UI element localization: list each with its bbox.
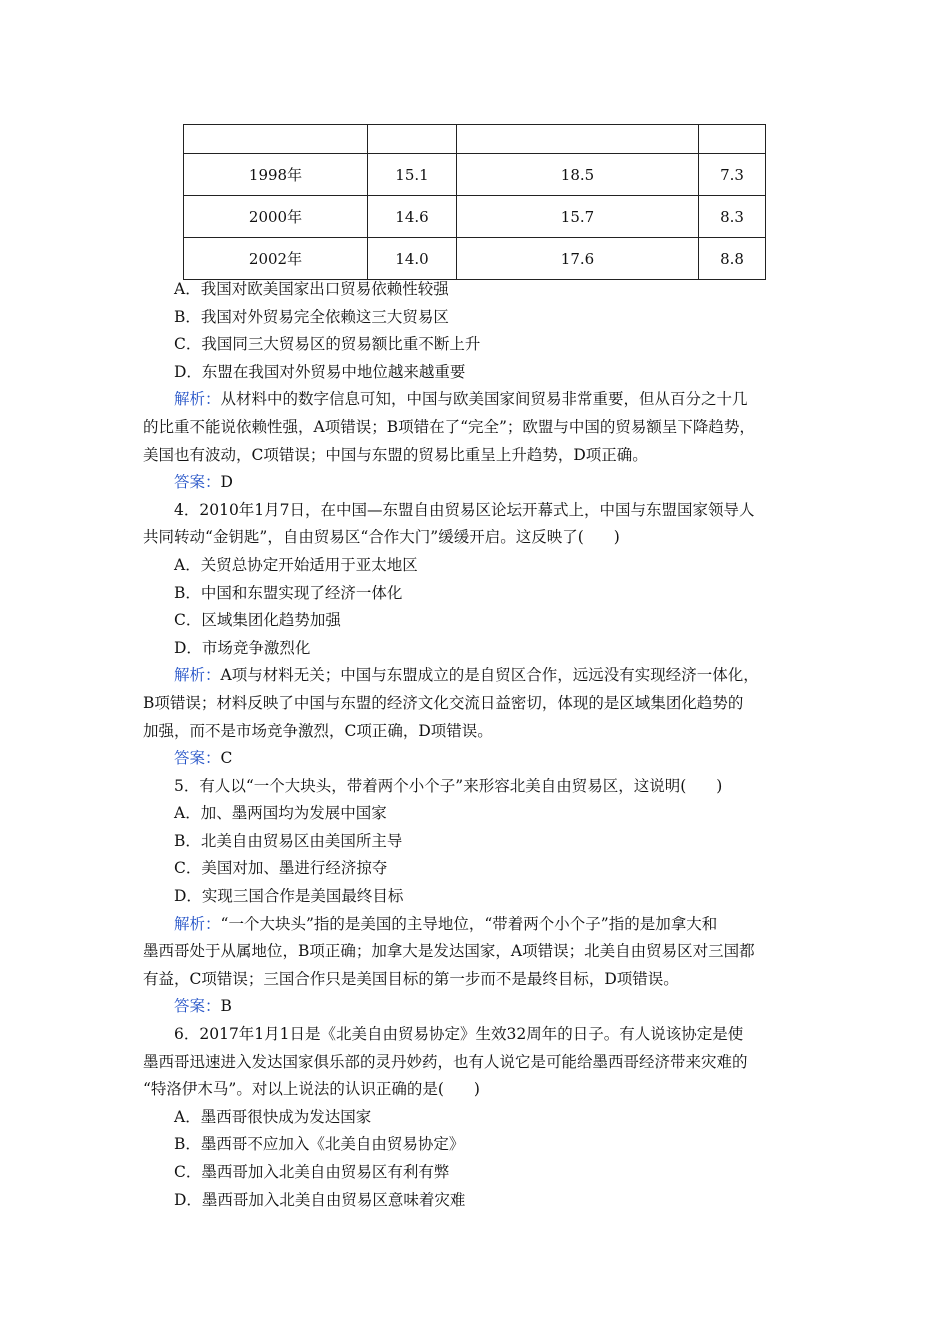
q3-option-c: C．我国同三大贸易区的贸易额比重不断上升 xyxy=(174,335,481,354)
table-row xyxy=(184,196,766,238)
q3-analysis-line: 美国也有波动，C项错误；中国与东盟的贸易比重呈上升趋势，D项正确。 xyxy=(143,445,648,464)
table-row xyxy=(184,238,766,280)
q5-option-a: A．加、墨两国均为发展中国家 xyxy=(174,804,387,823)
q5-option-b: B．北美自由贸易区由美国所主导 xyxy=(174,831,403,850)
answer-label: 答案： xyxy=(174,997,221,1016)
q5-stem-line xyxy=(143,773,813,801)
table-cell: 8.8 xyxy=(699,238,766,280)
q5-analysis-line: 墨西哥处于从属地位，B项正确；加拿大是发达国家，A项错误；北美自由贸易区对三国都 xyxy=(143,942,755,961)
q5-answer xyxy=(143,993,813,1021)
answer-value: C xyxy=(220,749,233,768)
analysis-text: 从材料中的数字信息可知，中国与欧美国家间贸易非常重要，但从百分之十几 xyxy=(220,390,748,409)
q6-option-c: C．墨西哥加入北美自由贸易区有利有弊 xyxy=(174,1163,450,1181)
q4-stem-line: 4．2010年1月7日，在中国—东盟自由贸易区论坛开幕式上，中国与东盟国家领导人 xyxy=(174,500,755,519)
table-cell-year: 2002年 xyxy=(184,238,368,280)
analysis-label: 解析： xyxy=(174,914,221,933)
q3-analysis-line: 的比重不能说依赖性强，A项错误；B项错在了“完全”；欧盟与中国的贸易额呈下降趋势， xyxy=(143,417,755,436)
analysis-text: “一个大块头”指的是美国的主导地位，“带着两个小个子”指的是加拿大和 xyxy=(220,914,718,933)
table-cell-year: 1998年 xyxy=(184,154,368,196)
q5-option-c: C．美国对加、墨进行经济掠夺 xyxy=(174,859,388,878)
q4-analysis-line xyxy=(143,662,813,690)
q5-analysis-line xyxy=(143,911,813,939)
q4-stem-line xyxy=(143,524,813,552)
q4-option-c: C．区域集团化趋势加强 xyxy=(174,611,341,630)
q5-stem-close: ) xyxy=(716,776,723,795)
trade-share-table xyxy=(183,124,766,280)
table-cell: 15.7 xyxy=(457,196,699,238)
table-row xyxy=(184,154,766,196)
q3-option-b: B．我国对外贸易完全依赖这三大贸易区 xyxy=(174,307,449,326)
table-cell: 14.0 xyxy=(368,238,457,280)
q3-option-a: A．我国对欧美国家出口贸易依赖性较强 xyxy=(174,280,449,298)
q3-option-d: D．东盟在我国对外贸易中地位越来越重要 xyxy=(174,362,466,381)
q6-stem-line xyxy=(143,1076,813,1104)
q4-option-d: D．市场竞争激烈化 xyxy=(174,638,311,657)
question-content xyxy=(143,276,813,1214)
q4-analysis-line: B项错误；材料反映了中国与东盟的经济文化交流日益密切，体现的是区域集团化趋势的 xyxy=(143,693,744,712)
table-cell: 14.6 xyxy=(368,196,457,238)
q5-stem-text: 5．有人以“一个大块头，带着两个小个子”来形容北美自由贸易区，这说明( xyxy=(174,776,687,795)
q4-answer xyxy=(143,745,813,773)
q6-stem-close: ) xyxy=(473,1080,480,1099)
table-cell: 17.6 xyxy=(457,238,699,280)
analysis-text: A项与材料无关；中国与东盟成立的是自贸区合作，远远没有实现经济一体化， xyxy=(220,666,759,685)
q5-analysis-line: 有益，C项错误；三国合作只是美国目标的第一步而不是最终目标，D项错误。 xyxy=(143,969,679,988)
q5-option-d: D．实现三国合作是美国最终目标 xyxy=(174,887,404,906)
answer-value: D xyxy=(220,473,233,492)
table-header-row xyxy=(184,125,766,154)
q4-stem-text: 共同转动“金钥匙”，自由贸易区“合作大门”缓缓开启。这反映了( xyxy=(143,528,584,547)
q4-option-a: A．关贸总协定开始适用于亚太地区 xyxy=(174,555,418,574)
q3-answer xyxy=(143,469,813,497)
table-header-cell xyxy=(184,125,368,154)
table-cell-year: 2000年 xyxy=(184,196,368,238)
table-header-cell xyxy=(699,125,766,154)
q4-stem-close: ) xyxy=(613,528,620,547)
q6-option-b: B．墨西哥不应加入《北美自由贸易协定》 xyxy=(174,1135,465,1154)
table-header-cell xyxy=(368,125,457,154)
q6-option-a: A．墨西哥很快成为发达国家 xyxy=(174,1107,372,1126)
q4-option-b: B．中国和东盟实现了经济一体化 xyxy=(174,583,403,602)
table-cell: 18.5 xyxy=(457,154,699,196)
table-header-cell xyxy=(457,125,699,154)
answer-label: 答案： xyxy=(174,473,221,492)
answer-value: B xyxy=(220,997,232,1016)
analysis-label: 解析： xyxy=(174,390,221,409)
q3-analysis-line xyxy=(143,386,813,414)
table-cell: 15.1 xyxy=(368,154,457,196)
q6-option-d: D．墨西哥加入北美自由贸易区意味着灾难 xyxy=(174,1190,466,1209)
q6-stem-text: “特洛伊木马”。对以上说法的认识正确的是( xyxy=(143,1080,444,1099)
table-cell: 7.3 xyxy=(699,154,766,196)
q6-stem-line: 墨西哥迅速进入发达国家俱乐部的灵丹妙药，也有人说它是可能给墨西哥经济带来灾难的 xyxy=(143,1052,748,1071)
answer-label: 答案： xyxy=(174,749,221,768)
q6-stem-line: 6．2017年1月1日是《北美自由贸易协定》生效32周年的日子。有人说该协定是使 xyxy=(174,1025,744,1044)
table-cell: 8.3 xyxy=(699,196,766,238)
analysis-label: 解析： xyxy=(174,666,221,685)
q4-analysis-line: 加强，而不是市场竞争激烈，C项正确，D项错误。 xyxy=(143,721,493,740)
